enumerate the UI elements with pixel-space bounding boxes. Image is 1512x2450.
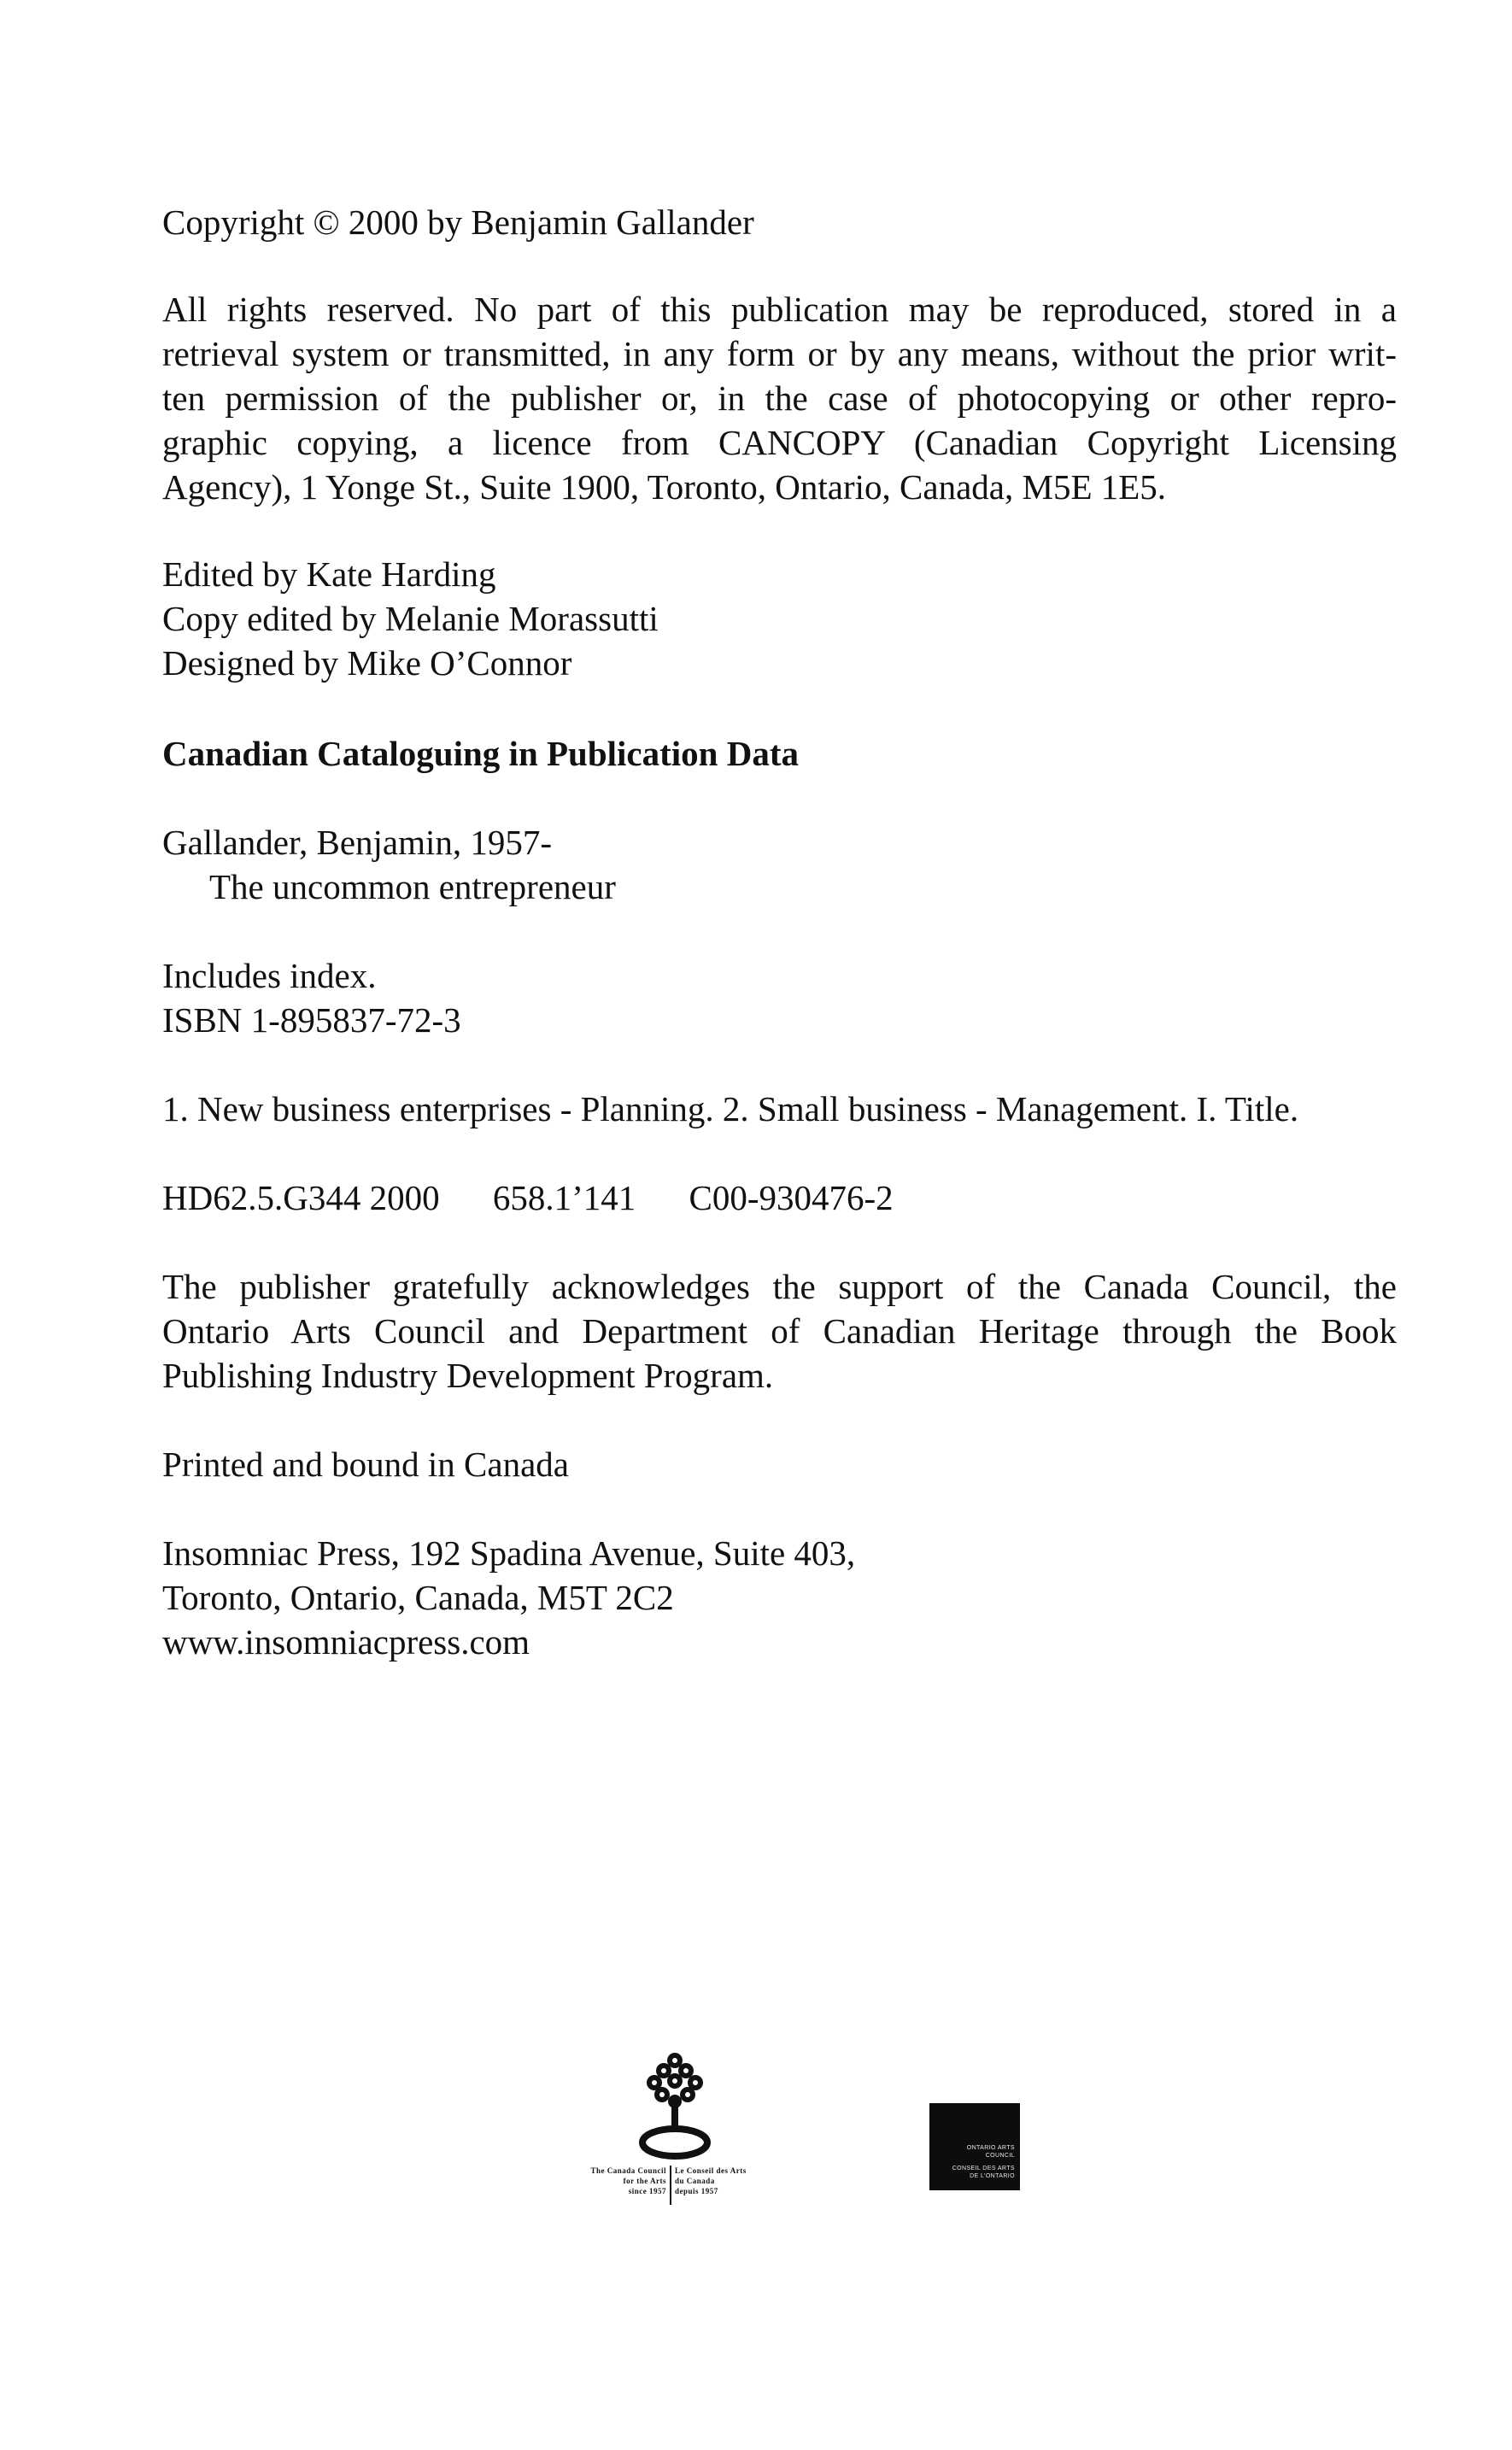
cip-author: Gallander, Benjamin, 1957- [162, 823, 553, 862]
tree-icon [632, 2050, 718, 2161]
canada-council-wordmark [530, 2166, 820, 2225]
copyright-line: Copyright © 2000 by Benjamin Gallander [162, 202, 754, 242]
cip-details [162, 953, 1397, 1042]
copyright-notice [162, 200, 1397, 244]
cip-title: The uncommon entrepreneur [209, 867, 616, 906]
rights-line: All rights reserved. No part of this publication may be reproduced, stored in a [162, 290, 1397, 329]
rights-line: Agency), 1 Yonge St., Suite 1900, Toronto, Ontario, Canada, M5E 1E5. [162, 467, 1167, 507]
cip-entry [162, 820, 1397, 909]
canada-council-french: Le Conseil des Arts du Canada depuis 1957 [675, 2166, 747, 2195]
ontario-arts-council-logo: ONTARIO ARTS COUNCIL CONSEIL DES ARTS DE L’ONTARIO [929, 2103, 1020, 2190]
printed-notice: Printed and bound in Canada [162, 1445, 569, 1484]
wordmark-divider [670, 2166, 671, 2205]
cip-number: C00-930476-2 [689, 1178, 894, 1217]
publisher-line: Insomniac Press, 192 Spadina Avenue, Suite 403, [162, 1533, 856, 1573]
acknowledgement-line: Ontario Arts Council and Department of Canadian Heritage through the Book [162, 1311, 1397, 1351]
publisher-website: www.insomniacpress.com [162, 1622, 530, 1662]
rights-line: graphic copying, a licence from CANCOPY (Canadian Copyright Licensing [162, 423, 1397, 462]
cip-heading: Canadian Cataloguing in Publication Data [162, 734, 799, 773]
acknowledgement-line: Publishing Industry Development Program. [162, 1356, 774, 1395]
canada-council-logo [530, 2050, 820, 2221]
copy-editor-credit: Copy edited by Melanie Morassutti [162, 599, 659, 638]
cip-isbn: ISBN 1-895837-72-3 [162, 1000, 461, 1040]
dewey-number: 658.1’141 [492, 1178, 636, 1217]
rights-paragraph [162, 287, 1397, 509]
rights-line: retrieval system or transmitted, in any form or by any means, without the prior writ- [162, 334, 1397, 373]
publisher-address [162, 1531, 1397, 1664]
canada-council-english: The Canada Council for the Arts since 1957 [590, 2166, 666, 2195]
editor-credit: Edited by Kate Harding [162, 554, 496, 594]
publisher-line: Toronto, Ontario, Canada, M5T 2C2 [162, 1578, 674, 1617]
acknowledgement-line: The publisher gratefully acknowledges the support of the Canada Council, the [162, 1267, 1397, 1306]
cip-includes: Includes index. [162, 956, 377, 995]
credits [162, 552, 1397, 685]
designer-credit: Designed by Mike O’Connor [162, 643, 572, 683]
rights-line: ten permission of the publisher or, in the case of photocopying or other repro- [162, 378, 1397, 418]
cip-subjects: 1. New business enterprises - Planning. 2. Small business - Management. I. Title. [162, 1089, 1299, 1128]
lc-number: HD62.5.G344 2000 [162, 1178, 440, 1217]
acknowledgement [162, 1264, 1397, 1398]
cip-classification [162, 1175, 1397, 1220]
